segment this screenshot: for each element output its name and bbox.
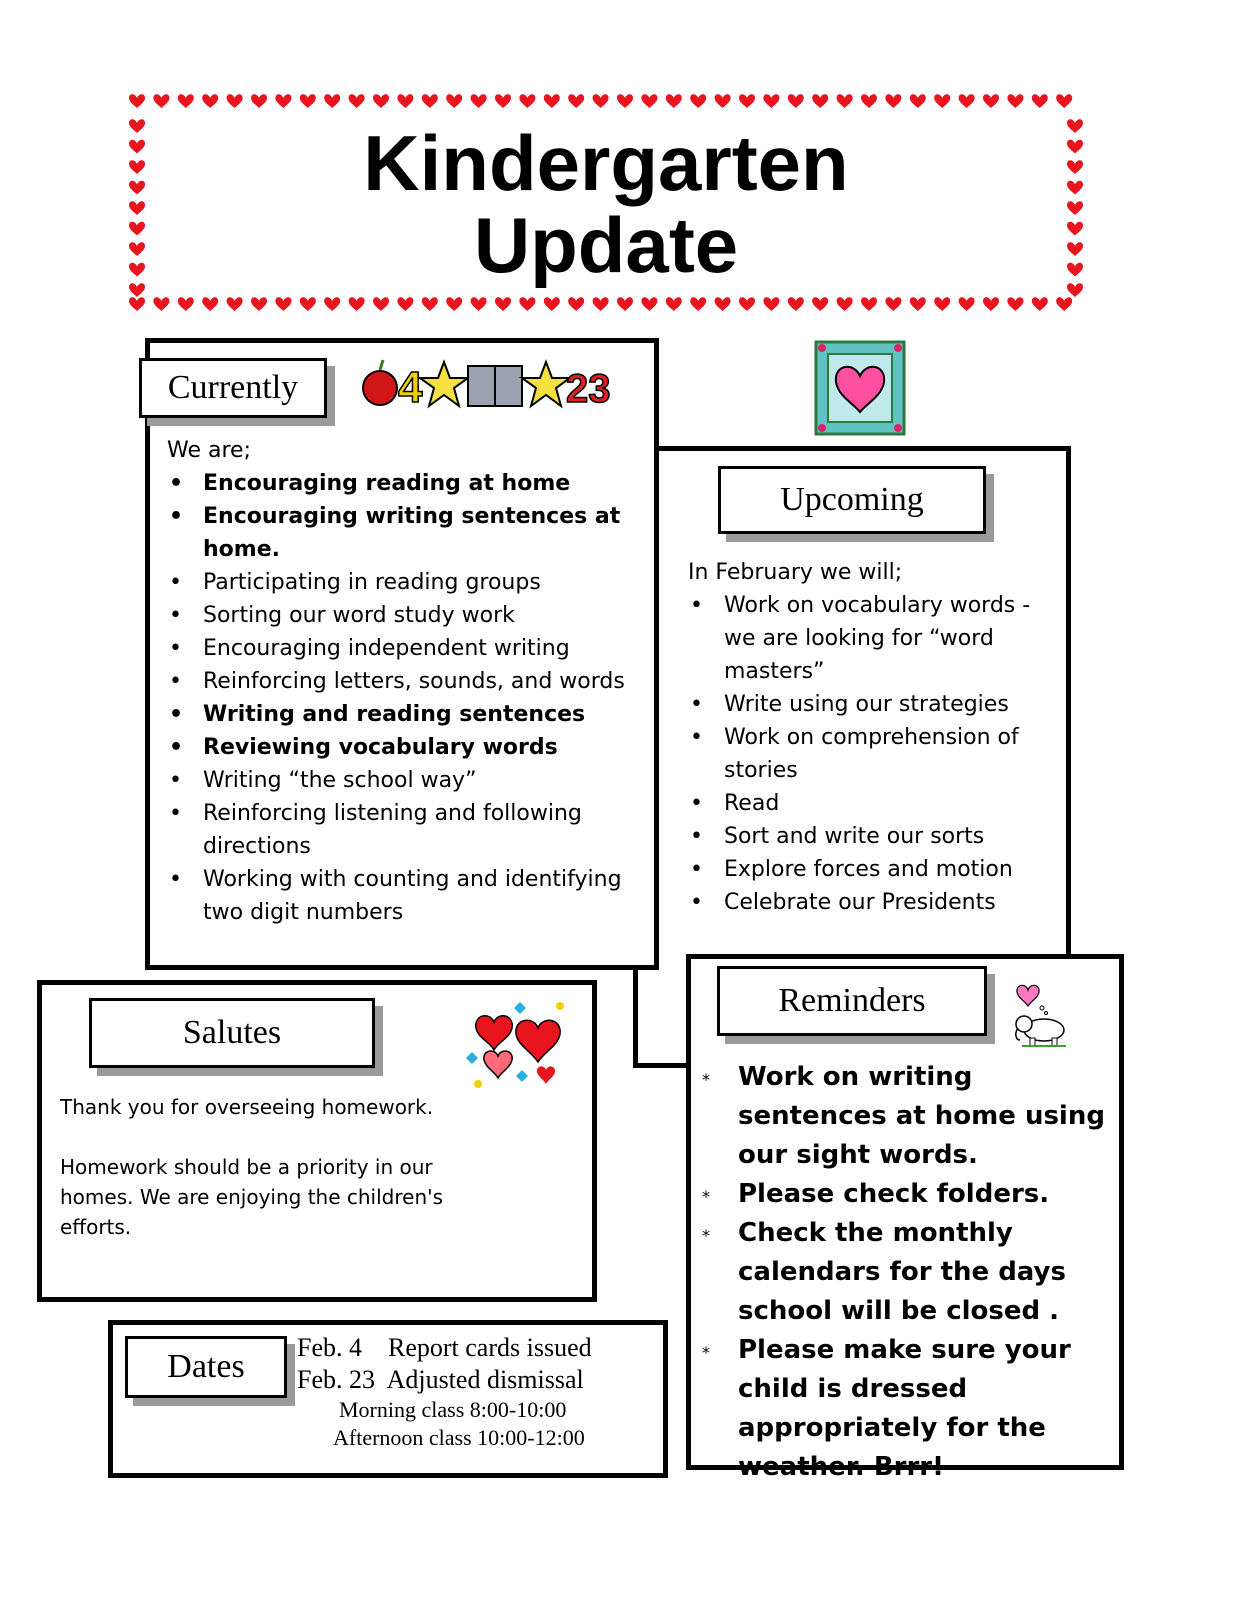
list-item: • Explore forces and motion [688, 853, 1048, 886]
elephant-clipart [1008, 978, 1072, 1048]
list-item: • Reinforcing letters, sounds, and words [167, 665, 637, 698]
reminders-label-text: Reminders [778, 982, 926, 1019]
list-item: • Writing and reading sentences [167, 698, 637, 731]
currently-list [167, 467, 637, 929]
list-item: • Reviewing vocabulary words [167, 731, 637, 764]
dates-label [125, 1336, 287, 1398]
title-line-1: Kindergarten [363, 119, 849, 207]
currently-label [139, 358, 327, 418]
svg-text:23: 23 [566, 367, 611, 411]
page-title [150, 119, 1062, 289]
salutes-label-text: Salutes [182, 1014, 282, 1051]
list-item: • Reinforcing listening and following directions [167, 797, 637, 863]
list-item: • Writing “the school way” [167, 764, 637, 797]
list-item: • Celebrate our Presidents [688, 886, 1048, 919]
hearts-clipart [464, 998, 570, 1090]
dates-label-text: Dates [167, 1348, 245, 1385]
salutes-label [89, 998, 375, 1068]
reminders-list [702, 1058, 1114, 1487]
reminders-content [702, 1058, 1114, 1487]
dates-line-1: Feb. 4 Report cards issued [297, 1333, 592, 1362]
currently-intro: We are; [167, 438, 251, 463]
list-item: • Encouraging writing sentences at home. [167, 500, 637, 566]
list-item: • Participating in reading groups [167, 566, 637, 599]
list-item: • Work on comprehension of stories [688, 721, 1048, 787]
title-line-2: Update [473, 201, 739, 289]
list-item: • Read [688, 787, 1048, 820]
upcoming-list [688, 589, 1048, 919]
upcoming-intro: In February we will; [688, 560, 903, 585]
upcoming-label-text: Upcoming [780, 481, 924, 518]
currently-content [167, 434, 637, 929]
abc-clipart [358, 356, 616, 412]
svg-text:4: 4 [398, 363, 423, 412]
list-item: * Please make sure your child is dressed appropriately for the weather. Brrr! [702, 1331, 1114, 1487]
salutes-paragraph-2: Homework should be a priority in our homes. We are enjoying the children's efforts. [60, 1155, 444, 1239]
dates-line-3: Morning class 8:00-10:00 [339, 1397, 567, 1422]
upcoming-content [688, 556, 1048, 919]
list-item: • Work on vocabulary words - we are looking for “word masters” [688, 589, 1048, 688]
currently-label-text: Currently [167, 369, 299, 406]
list-item: • Encouraging independent writing [167, 632, 637, 665]
salutes-paragraph-1: Thank you for overseeing homework. [60, 1095, 434, 1119]
list-item: * Please check folders. [702, 1175, 1114, 1214]
list-item: * Check the monthly calendars for the days school will be closed . [702, 1214, 1114, 1331]
list-item: * Work on writing sentences at home using our sight words. [702, 1058, 1114, 1175]
heart-frame-clipart [814, 340, 906, 436]
list-item: • Write using our strategies [688, 688, 1048, 721]
salutes-content [60, 1092, 480, 1242]
list-item: • Working with counting and identifying two digit numbers [167, 863, 637, 929]
dates-content [297, 1332, 657, 1452]
dates-line-4: Afternoon class 10:00-12:00 [333, 1425, 585, 1450]
reminders-label [717, 966, 987, 1036]
list-item: • Sort and write our sorts [688, 820, 1048, 853]
list-item: • Sorting our word study work [167, 599, 637, 632]
list-item: • Encouraging reading at home [167, 467, 637, 500]
dates-line-2: Feb. 23 Adjusted dismissal [297, 1365, 584, 1394]
upcoming-label [718, 466, 986, 534]
